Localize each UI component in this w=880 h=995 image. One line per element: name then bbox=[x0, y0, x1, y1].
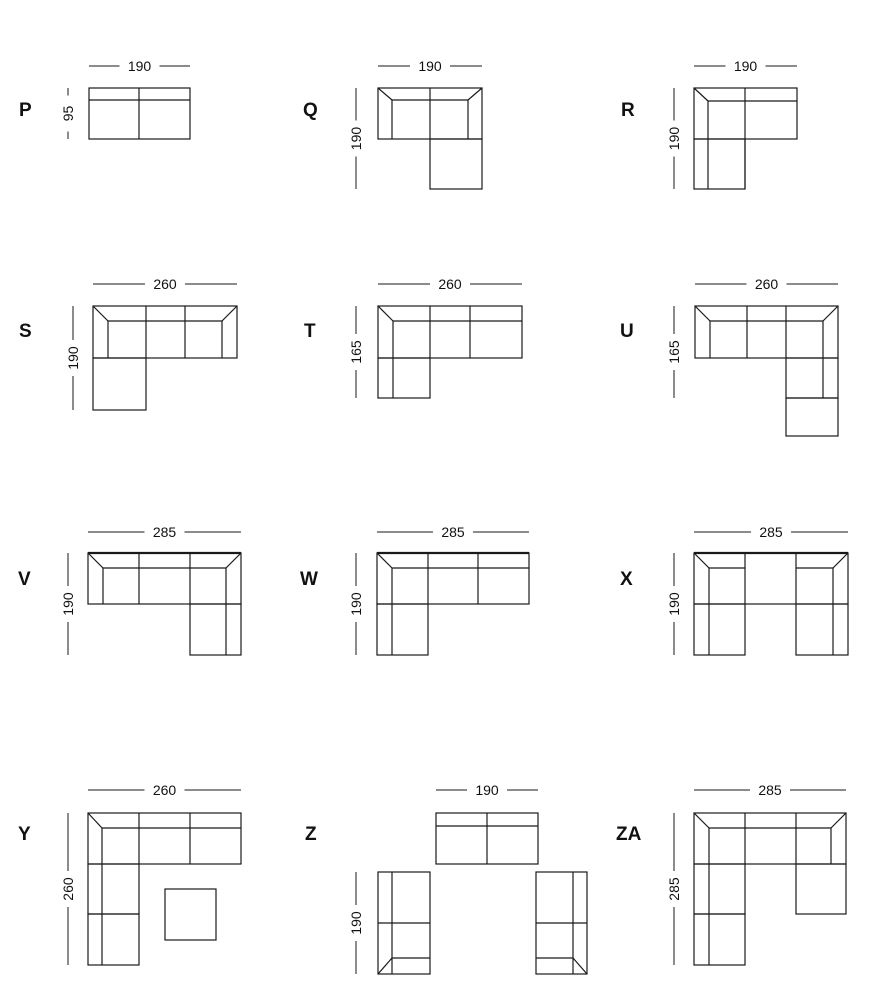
sofa-config-q bbox=[348, 58, 482, 189]
corner-bevel bbox=[694, 813, 709, 828]
corner-bevel bbox=[88, 813, 102, 828]
sofa-body bbox=[695, 306, 838, 358]
depth-dimension: 165 bbox=[348, 340, 364, 364]
corner-module bbox=[694, 914, 745, 965]
width-dimension: 260 bbox=[438, 276, 462, 292]
sofa-config-u bbox=[666, 276, 838, 436]
corner-module bbox=[694, 864, 745, 914]
width-dimension: 285 bbox=[152, 524, 177, 540]
depth-dimension: 190 bbox=[348, 592, 364, 616]
sofa-body bbox=[694, 553, 848, 604]
corner-bevel bbox=[88, 553, 103, 568]
width-dimension: 285 bbox=[758, 782, 782, 798]
corner-bevel bbox=[823, 306, 838, 321]
corner-bevel bbox=[222, 306, 237, 321]
ottoman-module bbox=[165, 889, 216, 940]
sofa-body bbox=[88, 813, 241, 864]
corner-bevel bbox=[378, 958, 392, 974]
config-letter-y: Y bbox=[18, 824, 31, 845]
config-letter-w: W bbox=[300, 569, 318, 590]
corner-module bbox=[190, 604, 241, 655]
width-dimension: 190 bbox=[127, 58, 152, 74]
width-dimension: 285 bbox=[441, 524, 465, 540]
corner-bevel bbox=[831, 813, 846, 828]
sofa-body bbox=[694, 813, 846, 864]
chaise-module bbox=[786, 398, 838, 436]
config-letter-z: Z bbox=[305, 824, 317, 845]
corner-bevel bbox=[695, 306, 710, 321]
config-letter-x: X bbox=[620, 569, 633, 590]
sofa-config-w bbox=[348, 524, 529, 655]
corner-module bbox=[796, 604, 848, 655]
config-letter-za: ZA bbox=[616, 824, 642, 845]
sofa-body bbox=[88, 553, 241, 604]
chaise-module bbox=[430, 139, 482, 189]
config-letter-t: T bbox=[304, 321, 316, 342]
width-dimension: 260 bbox=[153, 276, 177, 292]
sofa-config-y bbox=[60, 782, 241, 965]
corner-bevel bbox=[694, 553, 709, 568]
corner-bevel bbox=[378, 306, 393, 321]
width-dimension: 190 bbox=[733, 58, 758, 74]
config-letter-r: R bbox=[621, 100, 635, 121]
config-letter-v: V bbox=[18, 569, 31, 590]
width-dimension: 285 bbox=[759, 524, 783, 540]
sofa-config-za bbox=[666, 782, 846, 965]
width-dimension: 190 bbox=[418, 58, 442, 74]
depth-dimension: 190 bbox=[666, 592, 682, 616]
config-letter-u: U bbox=[620, 321, 634, 342]
corner-bevel bbox=[378, 88, 392, 100]
sofa-body bbox=[377, 553, 529, 604]
sofa-config-p bbox=[60, 58, 190, 139]
sofa-config-t bbox=[348, 276, 522, 398]
corner-module bbox=[88, 864, 139, 914]
corner-module bbox=[786, 358, 838, 398]
corner-bevel bbox=[833, 553, 848, 568]
corner-bevel bbox=[377, 553, 392, 568]
sofa-config-z bbox=[348, 782, 587, 974]
sofa-body bbox=[93, 306, 237, 358]
sofa-body bbox=[378, 306, 522, 358]
sofa-config-r bbox=[666, 58, 797, 189]
depth-dimension: 260 bbox=[60, 877, 76, 901]
corner-bevel bbox=[226, 553, 241, 568]
chaise-module bbox=[93, 358, 146, 410]
depth-dimension: 285 bbox=[666, 877, 682, 901]
depth-dimension: 165 bbox=[666, 340, 682, 364]
corner-module bbox=[378, 358, 430, 398]
width-dimension: 190 bbox=[475, 782, 499, 798]
config-letter-p: P bbox=[19, 100, 32, 121]
corner-module bbox=[88, 914, 139, 965]
config-letter-s: S bbox=[19, 321, 32, 342]
depth-dimension: 95 bbox=[60, 105, 76, 122]
corner-module bbox=[694, 604, 745, 655]
corner-module bbox=[377, 604, 428, 655]
corner-bevel bbox=[468, 88, 482, 100]
corner-bevel bbox=[93, 306, 108, 321]
width-dimension: 260 bbox=[754, 276, 779, 292]
depth-dimension: 190 bbox=[348, 126, 364, 151]
sofa-config-s bbox=[65, 276, 237, 410]
depth-dimension: 190 bbox=[348, 911, 364, 935]
sofa-config-v bbox=[60, 524, 241, 655]
corner-bevel bbox=[573, 958, 587, 974]
corner-bevel bbox=[694, 88, 708, 101]
depth-dimension: 190 bbox=[65, 346, 81, 370]
corner-module bbox=[694, 139, 745, 189]
width-dimension: 260 bbox=[152, 782, 177, 798]
depth-dimension: 190 bbox=[60, 592, 76, 616]
chaise-module bbox=[796, 864, 846, 914]
config-letter-q: Q bbox=[303, 100, 318, 121]
depth-dimension: 190 bbox=[666, 126, 682, 151]
sofa-config-x bbox=[666, 524, 848, 655]
